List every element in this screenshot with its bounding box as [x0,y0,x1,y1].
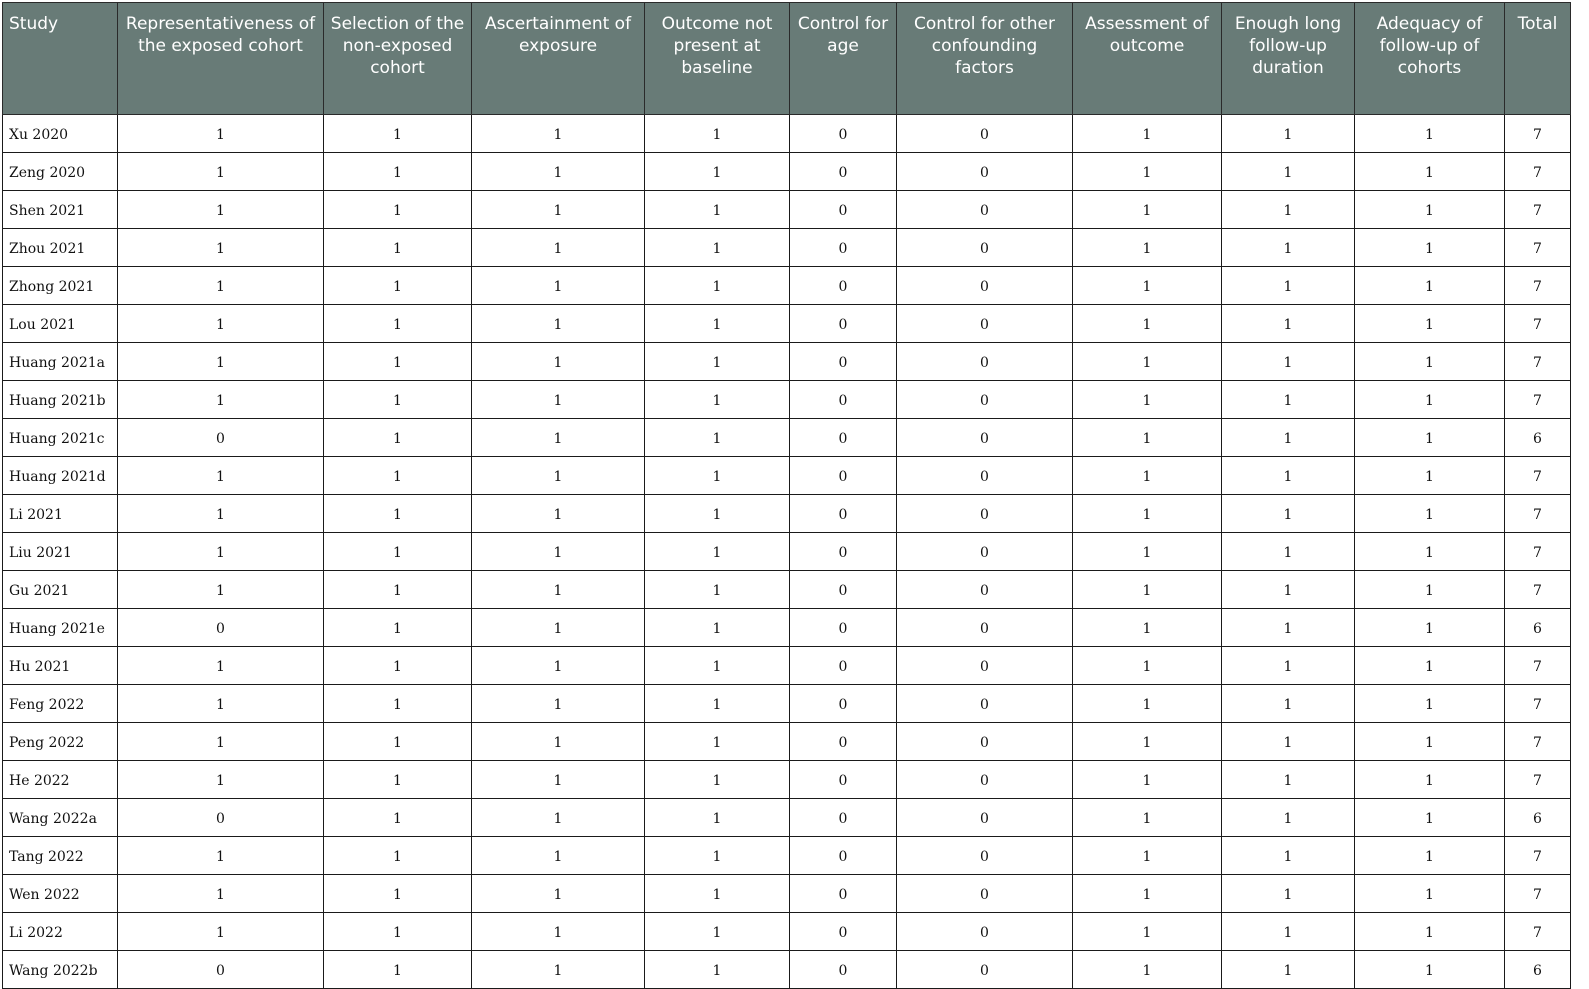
cell-assessment-outcome: 1 [1073,305,1222,343]
cell-follow-up-adequacy: 1 [1355,305,1505,343]
cell-outcome-not-present: 1 [645,951,790,989]
cell-follow-up-adequacy: 1 [1355,115,1505,153]
cell-study: Liu 2021 [3,533,118,571]
cell-ascertainment-exposure: 1 [472,837,645,875]
cell-control-confounders: 0 [897,419,1073,457]
cell-ascertainment-exposure: 1 [472,343,645,381]
cell-total: 6 [1505,951,1571,989]
cell-study: Gu 2021 [3,571,118,609]
table-row [3,571,1571,609]
cell-outcome-not-present: 1 [645,609,790,647]
cell-assessment-outcome: 1 [1073,495,1222,533]
cell-outcome-not-present: 1 [645,457,790,495]
cell-follow-up-adequacy: 1 [1355,571,1505,609]
cell-total: 7 [1505,647,1571,685]
cell-assessment-outcome: 1 [1073,799,1222,837]
col-header-outcome-not-present: Outcome not present at baseline [645,3,790,115]
cell-assessment-outcome: 1 [1073,761,1222,799]
cell-follow-up-adequacy: 1 [1355,875,1505,913]
table-row [3,533,1571,571]
cell-assessment-outcome: 1 [1073,343,1222,381]
cell-assessment-outcome: 1 [1073,571,1222,609]
cell-outcome-not-present: 1 [645,799,790,837]
cell-representativeness: 1 [118,723,324,761]
cell-control-age: 0 [790,761,897,799]
quality-assessment-table [2,2,1571,989]
cell-follow-up-duration: 1 [1222,837,1355,875]
cell-control-confounders: 0 [897,723,1073,761]
cell-representativeness: 1 [118,685,324,723]
cell-study: Li 2022 [3,913,118,951]
cell-follow-up-adequacy: 1 [1355,229,1505,267]
cell-selection-non-exposed: 1 [324,799,472,837]
table-row [3,647,1571,685]
cell-follow-up-duration: 1 [1222,343,1355,381]
cell-ascertainment-exposure: 1 [472,229,645,267]
cell-selection-non-exposed: 1 [324,837,472,875]
cell-control-age: 0 [790,343,897,381]
cell-outcome-not-present: 1 [645,343,790,381]
cell-ascertainment-exposure: 1 [472,153,645,191]
cell-selection-non-exposed: 1 [324,951,472,989]
cell-control-confounders: 0 [897,951,1073,989]
cell-selection-non-exposed: 1 [324,191,472,229]
cell-assessment-outcome: 1 [1073,723,1222,761]
cell-assessment-outcome: 1 [1073,267,1222,305]
cell-study: Huang 2021e [3,609,118,647]
cell-control-confounders: 0 [897,913,1073,951]
cell-follow-up-adequacy: 1 [1355,533,1505,571]
cell-representativeness: 0 [118,419,324,457]
cell-outcome-not-present: 1 [645,723,790,761]
cell-representativeness: 1 [118,533,324,571]
cell-assessment-outcome: 1 [1073,229,1222,267]
table-row [3,305,1571,343]
cell-study: Zhong 2021 [3,267,118,305]
cell-representativeness: 1 [118,495,324,533]
cell-selection-non-exposed: 1 [324,153,472,191]
cell-control-age: 0 [790,191,897,229]
cell-representativeness: 1 [118,153,324,191]
cell-outcome-not-present: 1 [645,571,790,609]
cell-follow-up-adequacy: 1 [1355,343,1505,381]
cell-selection-non-exposed: 1 [324,875,472,913]
cell-study: Wang 2022a [3,799,118,837]
cell-control-age: 0 [790,533,897,571]
cell-control-age: 0 [790,685,897,723]
table-row [3,495,1571,533]
table-row [3,913,1571,951]
table-row [3,799,1571,837]
cell-study: Huang 2021d [3,457,118,495]
col-header-control-confounders: Control for other confounding factors [897,3,1073,115]
cell-ascertainment-exposure: 1 [472,533,645,571]
cell-representativeness: 0 [118,609,324,647]
cell-follow-up-adequacy: 1 [1355,723,1505,761]
cell-follow-up-adequacy: 1 [1355,495,1505,533]
cell-control-age: 0 [790,913,897,951]
cell-total: 7 [1505,457,1571,495]
table-row [3,875,1571,913]
cell-total: 7 [1505,723,1571,761]
cell-control-age: 0 [790,115,897,153]
cell-study: Wang 2022b [3,951,118,989]
cell-representativeness: 1 [118,343,324,381]
cell-control-confounders: 0 [897,837,1073,875]
cell-assessment-outcome: 1 [1073,685,1222,723]
cell-follow-up-duration: 1 [1222,647,1355,685]
cell-selection-non-exposed: 1 [324,343,472,381]
cell-follow-up-duration: 1 [1222,875,1355,913]
cell-representativeness: 0 [118,799,324,837]
cell-assessment-outcome: 1 [1073,191,1222,229]
cell-assessment-outcome: 1 [1073,875,1222,913]
cell-study: Peng 2022 [3,723,118,761]
cell-study: Huang 2021b [3,381,118,419]
cell-ascertainment-exposure: 1 [472,799,645,837]
cell-total: 7 [1505,267,1571,305]
col-header-study: Study [3,3,118,115]
cell-control-age: 0 [790,609,897,647]
cell-follow-up-duration: 1 [1222,571,1355,609]
cell-follow-up-adequacy: 1 [1355,761,1505,799]
cell-selection-non-exposed: 1 [324,723,472,761]
cell-total: 7 [1505,533,1571,571]
cell-assessment-outcome: 1 [1073,951,1222,989]
cell-follow-up-adequacy: 1 [1355,685,1505,723]
cell-follow-up-duration: 1 [1222,191,1355,229]
cell-follow-up-adequacy: 1 [1355,457,1505,495]
cell-study: Wen 2022 [3,875,118,913]
table-row [3,381,1571,419]
cell-total: 6 [1505,609,1571,647]
cell-outcome-not-present: 1 [645,913,790,951]
cell-study: Xu 2020 [3,115,118,153]
cell-follow-up-adequacy: 1 [1355,647,1505,685]
cell-follow-up-duration: 1 [1222,305,1355,343]
cell-follow-up-duration: 1 [1222,457,1355,495]
cell-assessment-outcome: 1 [1073,457,1222,495]
cell-ascertainment-exposure: 1 [472,647,645,685]
cell-total: 6 [1505,419,1571,457]
cell-representativeness: 1 [118,229,324,267]
cell-selection-non-exposed: 1 [324,685,472,723]
cell-study: Zhou 2021 [3,229,118,267]
cell-control-confounders: 0 [897,457,1073,495]
table-row [3,723,1571,761]
cell-follow-up-adequacy: 1 [1355,799,1505,837]
cell-ascertainment-exposure: 1 [472,913,645,951]
cell-total: 7 [1505,381,1571,419]
cell-control-age: 0 [790,381,897,419]
cell-selection-non-exposed: 1 [324,533,472,571]
cell-total: 7 [1505,913,1571,951]
cell-control-confounders: 0 [897,153,1073,191]
cell-follow-up-duration: 1 [1222,723,1355,761]
cell-follow-up-duration: 1 [1222,951,1355,989]
table-row [3,761,1571,799]
cell-control-confounders: 0 [897,191,1073,229]
cell-representativeness: 1 [118,875,324,913]
cell-follow-up-duration: 1 [1222,685,1355,723]
cell-outcome-not-present: 1 [645,685,790,723]
cell-assessment-outcome: 1 [1073,533,1222,571]
cell-ascertainment-exposure: 1 [472,115,645,153]
cell-ascertainment-exposure: 1 [472,305,645,343]
cell-representativeness: 1 [118,913,324,951]
cell-assessment-outcome: 1 [1073,153,1222,191]
col-header-representativeness: Representativeness of the exposed cohort [118,3,324,115]
cell-representativeness: 0 [118,951,324,989]
cell-outcome-not-present: 1 [645,305,790,343]
cell-ascertainment-exposure: 1 [472,723,645,761]
cell-representativeness: 1 [118,837,324,875]
cell-follow-up-adequacy: 1 [1355,191,1505,229]
cell-control-confounders: 0 [897,533,1073,571]
cell-ascertainment-exposure: 1 [472,419,645,457]
cell-total: 6 [1505,799,1571,837]
cell-control-age: 0 [790,419,897,457]
cell-assessment-outcome: 1 [1073,913,1222,951]
cell-follow-up-duration: 1 [1222,381,1355,419]
cell-control-age: 0 [790,153,897,191]
table-row [3,419,1571,457]
cell-selection-non-exposed: 1 [324,761,472,799]
cell-study: Tang 2022 [3,837,118,875]
cell-follow-up-adequacy: 1 [1355,419,1505,457]
cell-ascertainment-exposure: 1 [472,457,645,495]
cell-control-age: 0 [790,267,897,305]
cell-representativeness: 1 [118,647,324,685]
cell-outcome-not-present: 1 [645,191,790,229]
cell-control-confounders: 0 [897,305,1073,343]
cell-control-confounders: 0 [897,495,1073,533]
cell-selection-non-exposed: 1 [324,609,472,647]
cell-selection-non-exposed: 1 [324,115,472,153]
cell-follow-up-duration: 1 [1222,495,1355,533]
cell-total: 7 [1505,571,1571,609]
cell-outcome-not-present: 1 [645,153,790,191]
table-row [3,951,1571,989]
cell-follow-up-duration: 1 [1222,799,1355,837]
cell-control-age: 0 [790,457,897,495]
cell-control-age: 0 [790,647,897,685]
cell-outcome-not-present: 1 [645,495,790,533]
cell-outcome-not-present: 1 [645,837,790,875]
cell-study: Li 2021 [3,495,118,533]
cell-follow-up-adequacy: 1 [1355,609,1505,647]
col-header-assessment-outcome: Assessment of outcome [1073,3,1222,115]
cell-representativeness: 1 [118,381,324,419]
cell-follow-up-duration: 1 [1222,153,1355,191]
col-header-control-age: Control for age [790,3,897,115]
cell-control-age: 0 [790,229,897,267]
cell-control-confounders: 0 [897,229,1073,267]
cell-total: 7 [1505,153,1571,191]
cell-control-age: 0 [790,799,897,837]
cell-outcome-not-present: 1 [645,533,790,571]
cell-total: 7 [1505,343,1571,381]
cell-ascertainment-exposure: 1 [472,761,645,799]
cell-total: 7 [1505,761,1571,799]
cell-follow-up-duration: 1 [1222,115,1355,153]
cell-representativeness: 1 [118,115,324,153]
cell-outcome-not-present: 1 [645,647,790,685]
cell-control-age: 0 [790,875,897,913]
cell-selection-non-exposed: 1 [324,229,472,267]
cell-control-age: 0 [790,837,897,875]
cell-selection-non-exposed: 1 [324,913,472,951]
cell-ascertainment-exposure: 1 [472,191,645,229]
cell-ascertainment-exposure: 1 [472,571,645,609]
cell-ascertainment-exposure: 1 [472,951,645,989]
cell-outcome-not-present: 1 [645,761,790,799]
col-header-follow-up-adequacy: Adequacy of follow-up of cohorts [1355,3,1505,115]
cell-follow-up-duration: 1 [1222,609,1355,647]
cell-ascertainment-exposure: 1 [472,381,645,419]
cell-control-confounders: 0 [897,609,1073,647]
cell-study: Huang 2021c [3,419,118,457]
cell-study: Huang 2021a [3,343,118,381]
cell-control-confounders: 0 [897,267,1073,305]
cell-ascertainment-exposure: 1 [472,495,645,533]
cell-control-age: 0 [790,723,897,761]
cell-follow-up-duration: 1 [1222,267,1355,305]
cell-total: 7 [1505,191,1571,229]
cell-selection-non-exposed: 1 [324,419,472,457]
cell-ascertainment-exposure: 1 [472,609,645,647]
cell-study: He 2022 [3,761,118,799]
table-row [3,267,1571,305]
cell-follow-up-adequacy: 1 [1355,267,1505,305]
cell-total: 7 [1505,115,1571,153]
cell-selection-non-exposed: 1 [324,647,472,685]
cell-total: 7 [1505,229,1571,267]
cell-control-age: 0 [790,571,897,609]
cell-control-age: 0 [790,951,897,989]
cell-outcome-not-present: 1 [645,381,790,419]
cell-follow-up-adequacy: 1 [1355,837,1505,875]
col-header-total: Total [1505,3,1571,115]
cell-assessment-outcome: 1 [1073,647,1222,685]
cell-representativeness: 1 [118,571,324,609]
cell-ascertainment-exposure: 1 [472,267,645,305]
table-row [3,343,1571,381]
cell-selection-non-exposed: 1 [324,457,472,495]
cell-control-confounders: 0 [897,343,1073,381]
cell-outcome-not-present: 1 [645,419,790,457]
table-row [3,457,1571,495]
cell-ascertainment-exposure: 1 [472,685,645,723]
cell-representativeness: 1 [118,761,324,799]
cell-control-confounders: 0 [897,381,1073,419]
cell-study: Lou 2021 [3,305,118,343]
cell-control-age: 0 [790,495,897,533]
col-header-follow-up-duration: Enough long follow-up duration [1222,3,1355,115]
cell-selection-non-exposed: 1 [324,381,472,419]
cell-total: 7 [1505,837,1571,875]
col-header-selection-non-exposed: Selection of the non-exposed cohort [324,3,472,115]
cell-follow-up-duration: 1 [1222,533,1355,571]
table-row [3,191,1571,229]
cell-total: 7 [1505,305,1571,343]
cell-study: Feng 2022 [3,685,118,723]
cell-follow-up-adequacy: 1 [1355,913,1505,951]
cell-control-confounders: 0 [897,761,1073,799]
cell-representativeness: 1 [118,305,324,343]
cell-outcome-not-present: 1 [645,229,790,267]
cell-follow-up-adequacy: 1 [1355,951,1505,989]
cell-representativeness: 1 [118,267,324,305]
cell-follow-up-adequacy: 1 [1355,381,1505,419]
table-row [3,153,1571,191]
cell-control-confounders: 0 [897,799,1073,837]
cell-study: Zeng 2020 [3,153,118,191]
cell-control-confounders: 0 [897,685,1073,723]
cell-control-confounders: 0 [897,647,1073,685]
cell-total: 7 [1505,875,1571,913]
table-row [3,685,1571,723]
cell-follow-up-duration: 1 [1222,913,1355,951]
cell-total: 7 [1505,685,1571,723]
table-row [3,609,1571,647]
table-row [3,115,1571,153]
cell-representativeness: 1 [118,191,324,229]
cell-follow-up-duration: 1 [1222,229,1355,267]
col-header-ascertainment-exposure: Ascertainment of exposure [472,3,645,115]
cell-total: 7 [1505,495,1571,533]
cell-follow-up-adequacy: 1 [1355,153,1505,191]
cell-assessment-outcome: 1 [1073,837,1222,875]
cell-study: Shen 2021 [3,191,118,229]
cell-selection-non-exposed: 1 [324,305,472,343]
cell-assessment-outcome: 1 [1073,381,1222,419]
cell-ascertainment-exposure: 1 [472,875,645,913]
table-row [3,229,1571,267]
cell-assessment-outcome: 1 [1073,419,1222,457]
cell-study: Hu 2021 [3,647,118,685]
cell-assessment-outcome: 1 [1073,609,1222,647]
cell-control-confounders: 0 [897,875,1073,913]
table-row [3,837,1571,875]
cell-outcome-not-present: 1 [645,115,790,153]
cell-selection-non-exposed: 1 [324,495,472,533]
cell-representativeness: 1 [118,457,324,495]
header-row [3,3,1571,115]
cell-control-confounders: 0 [897,571,1073,609]
table-body [3,115,1571,989]
cell-follow-up-duration: 1 [1222,419,1355,457]
cell-outcome-not-present: 1 [645,875,790,913]
cell-control-confounders: 0 [897,115,1073,153]
cell-assessment-outcome: 1 [1073,115,1222,153]
cell-selection-non-exposed: 1 [324,571,472,609]
cell-outcome-not-present: 1 [645,267,790,305]
cell-follow-up-duration: 1 [1222,761,1355,799]
cell-control-age: 0 [790,305,897,343]
cell-selection-non-exposed: 1 [324,267,472,305]
